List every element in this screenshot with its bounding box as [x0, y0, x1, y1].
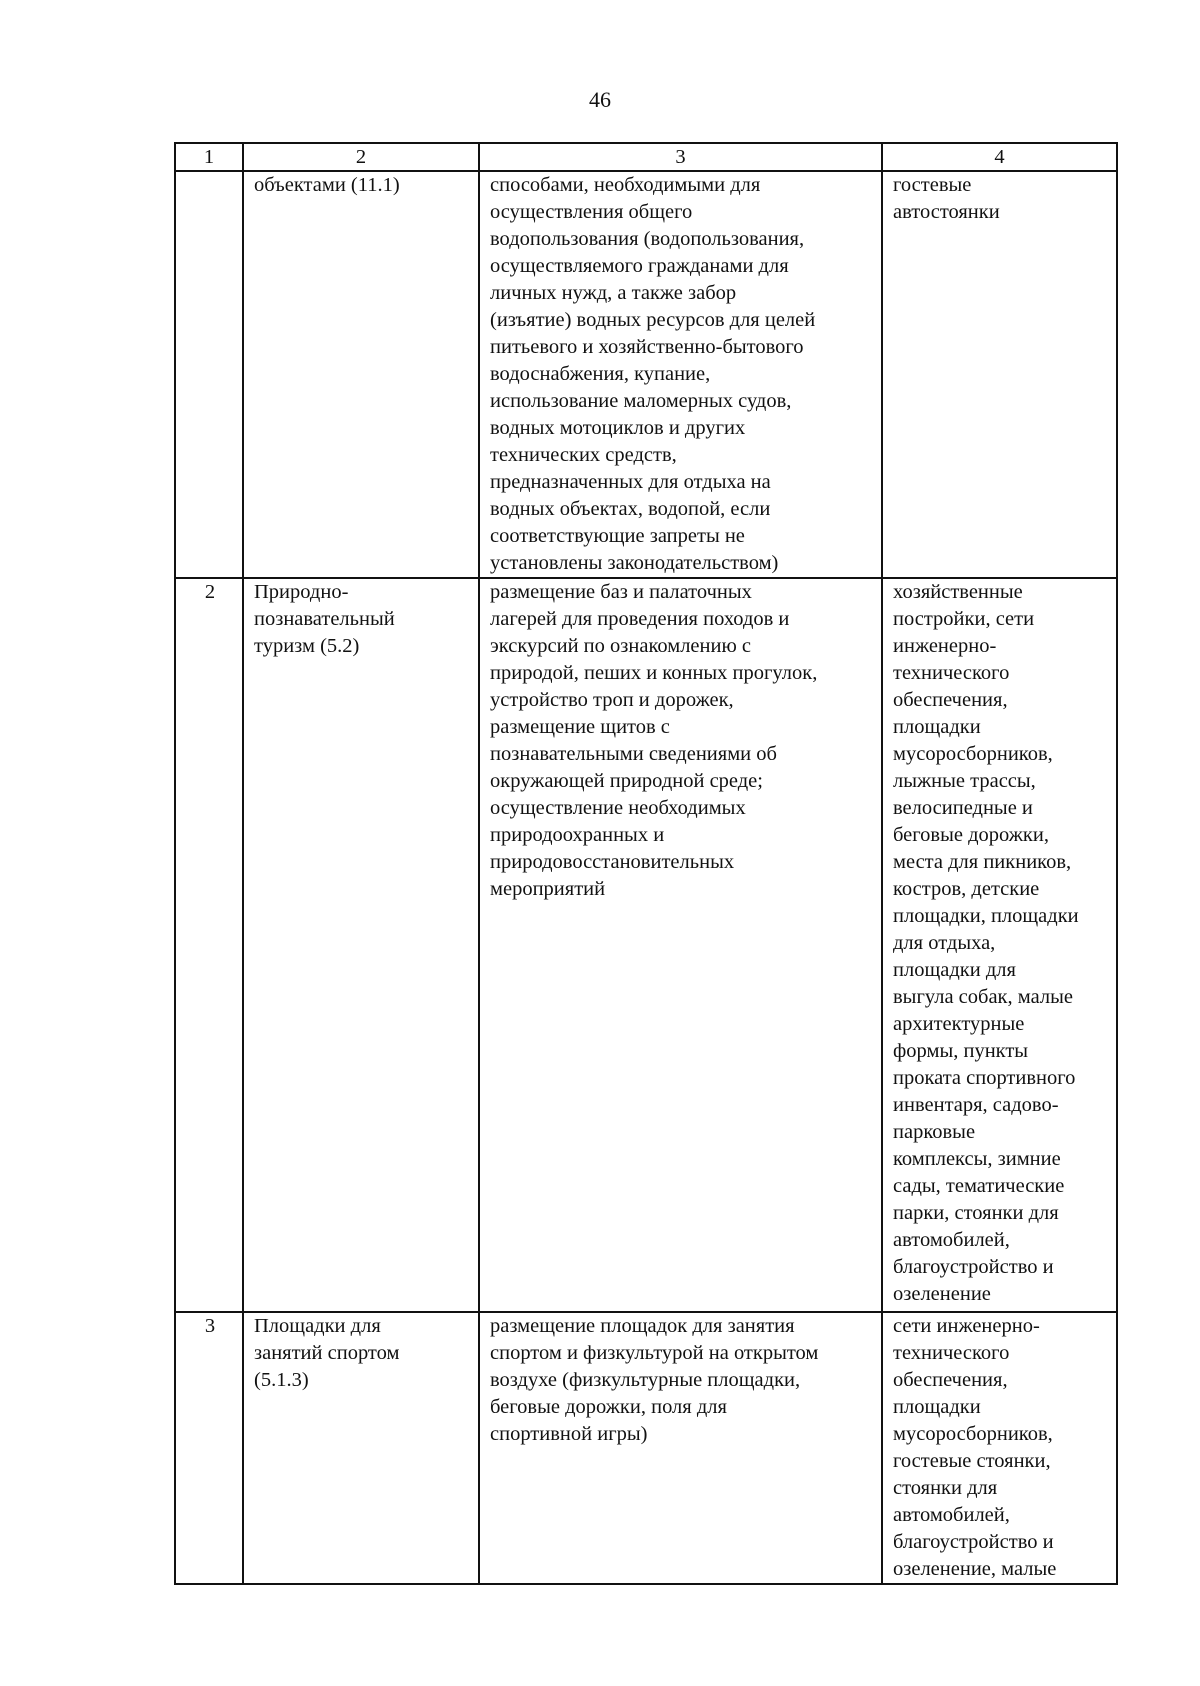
text-line: парки, стоянки для — [893, 1202, 1059, 1224]
text-line: обеспечения, — [893, 1369, 1008, 1391]
text-line: осуществления общего — [490, 201, 693, 223]
text-line: архитектурные — [893, 1013, 1025, 1035]
text-line: формы, пункты — [893, 1040, 1029, 1062]
text-line: мероприятий — [490, 878, 606, 900]
text-line: познавательными сведениями об — [490, 743, 777, 765]
column-header-1: 1 — [175, 143, 243, 171]
text-line: технических средств, — [490, 444, 677, 466]
use-type-cell — [243, 578, 479, 1312]
text-line: экскурсий по ознакомлению с — [490, 635, 752, 657]
text-line: площадки для — [893, 959, 1016, 981]
description-cell — [479, 1312, 882, 1584]
text-line: лыжные трассы, — [893, 770, 1036, 792]
text-line: беговые дорожки, поля для — [490, 1396, 727, 1418]
text-line: благоустройство и — [893, 1531, 1054, 1553]
text-line: осуществляемого гражданами для — [490, 255, 789, 277]
text-line: природой, пеших и конных прогулок, — [490, 662, 818, 684]
description-cell — [479, 171, 882, 578]
text-line: водопользования (водопользования, — [490, 228, 805, 250]
text-line: природовосстановительных — [490, 851, 735, 873]
text-line: размещение площадок для занятия — [490, 1315, 795, 1337]
text-line: Площадки для — [254, 1315, 381, 1337]
text-line: площадки — [893, 1396, 981, 1418]
text-line: водоснабжения, купание, — [490, 363, 711, 385]
text-line: использование маломерных судов, — [490, 390, 792, 412]
text-line: спортивной игры) — [490, 1423, 648, 1445]
text-line: хозяйственные — [893, 581, 1023, 603]
text-line: природоохранных и — [490, 824, 665, 846]
text-line: автомобилей, — [893, 1229, 1010, 1251]
text-line: места для пикников, — [893, 851, 1072, 873]
text-line: туризм (5.2) — [254, 635, 360, 657]
text-line: обеспечения, — [893, 689, 1008, 711]
text-line: устройство троп и дорожек, — [490, 689, 734, 711]
text-line: окружающей природной среде; — [490, 770, 763, 792]
text-line: питьевого и хозяйственно-бытового — [490, 336, 804, 358]
text-line: технического — [893, 1342, 1010, 1364]
text-line: озеленение, малые — [893, 1558, 1057, 1580]
text-line: выгула собак, малые — [893, 986, 1073, 1008]
text-line: площадки — [893, 716, 981, 738]
text-line: водных мотоциклов и других — [490, 417, 746, 439]
text-line: осуществление необходимых — [490, 797, 746, 819]
column-header-4: 4 — [882, 143, 1117, 171]
table-row — [175, 578, 1117, 1312]
row-number: 2 — [175, 578, 243, 1312]
text-line: костров, детские — [893, 878, 1040, 900]
land-use-table — [174, 142, 1118, 1585]
text-line: спортом и физкультурой на открытом — [490, 1342, 819, 1364]
table-row — [175, 171, 1117, 578]
text-line: беговые дорожки, — [893, 824, 1049, 846]
text-line: установлены законодательством) — [490, 552, 779, 574]
text-line: озеленение — [893, 1283, 991, 1305]
text-line: способами, необходимыми для — [490, 174, 761, 196]
auxiliary-uses-cell — [882, 171, 1117, 578]
row-number: 3 — [175, 1312, 243, 1584]
text-line: сады, тематические — [893, 1175, 1065, 1197]
text-line: площадки, площадки — [893, 905, 1079, 927]
text-line: мусоросборников, — [893, 743, 1053, 765]
text-line: парковые — [893, 1121, 976, 1143]
text-line: стоянки для — [893, 1477, 998, 1499]
text-line: (изъятие) водных ресурсов для целей — [490, 309, 816, 331]
auxiliary-uses-cell — [882, 1312, 1117, 1584]
text-line: гостевые стоянки, — [893, 1450, 1051, 1472]
text-line: познавательный — [254, 608, 395, 630]
text-line: размещение щитов с — [490, 716, 670, 738]
text-line: постройки, сети — [893, 608, 1035, 630]
description-cell — [479, 578, 882, 1312]
text-line: мусоросборников, — [893, 1423, 1053, 1445]
text-line: лагерей для проведения походов и — [490, 608, 790, 630]
row-number — [175, 171, 243, 578]
text-line: гостевые — [893, 174, 972, 196]
text-line: водных объектах, водопой, если — [490, 498, 771, 520]
text-line: (5.1.3) — [254, 1369, 309, 1391]
text-line: сети инженерно- — [893, 1315, 1040, 1337]
table-row — [175, 1312, 1117, 1584]
text-line: объектами (11.1) — [254, 174, 400, 196]
text-line: воздухе (физкультурные площадки, — [490, 1369, 801, 1391]
table-header-row — [175, 143, 1117, 171]
text-line: комплексы, зимние — [893, 1148, 1061, 1170]
text-line: благоустройство и — [893, 1256, 1054, 1278]
text-line: технического — [893, 662, 1010, 684]
text-line: инженерно- — [893, 635, 997, 657]
text-line: размещение баз и палаточных — [490, 581, 752, 603]
use-type-cell — [243, 1312, 479, 1584]
text-line: занятий спортом — [254, 1342, 400, 1364]
text-line: Природно- — [254, 581, 349, 603]
column-header-2: 2 — [243, 143, 479, 171]
text-line: велосипедные и — [893, 797, 1033, 819]
column-header-3: 3 — [479, 143, 882, 171]
text-line: предназначенных для отдыха на — [490, 471, 771, 493]
text-line: инвентаря, садово- — [893, 1094, 1059, 1116]
use-type-cell — [243, 171, 479, 578]
text-line: автомобилей, — [893, 1504, 1010, 1526]
auxiliary-uses-cell — [882, 578, 1117, 1312]
text-line: автостоянки — [893, 201, 1000, 223]
text-line: для отдыха, — [893, 932, 996, 954]
text-line: личных нужд, а также забор — [490, 282, 737, 304]
text-line: проката спортивного — [893, 1067, 1076, 1089]
text-line: соответствующие запреты не — [490, 525, 745, 547]
page-number: 46 — [589, 87, 611, 112]
